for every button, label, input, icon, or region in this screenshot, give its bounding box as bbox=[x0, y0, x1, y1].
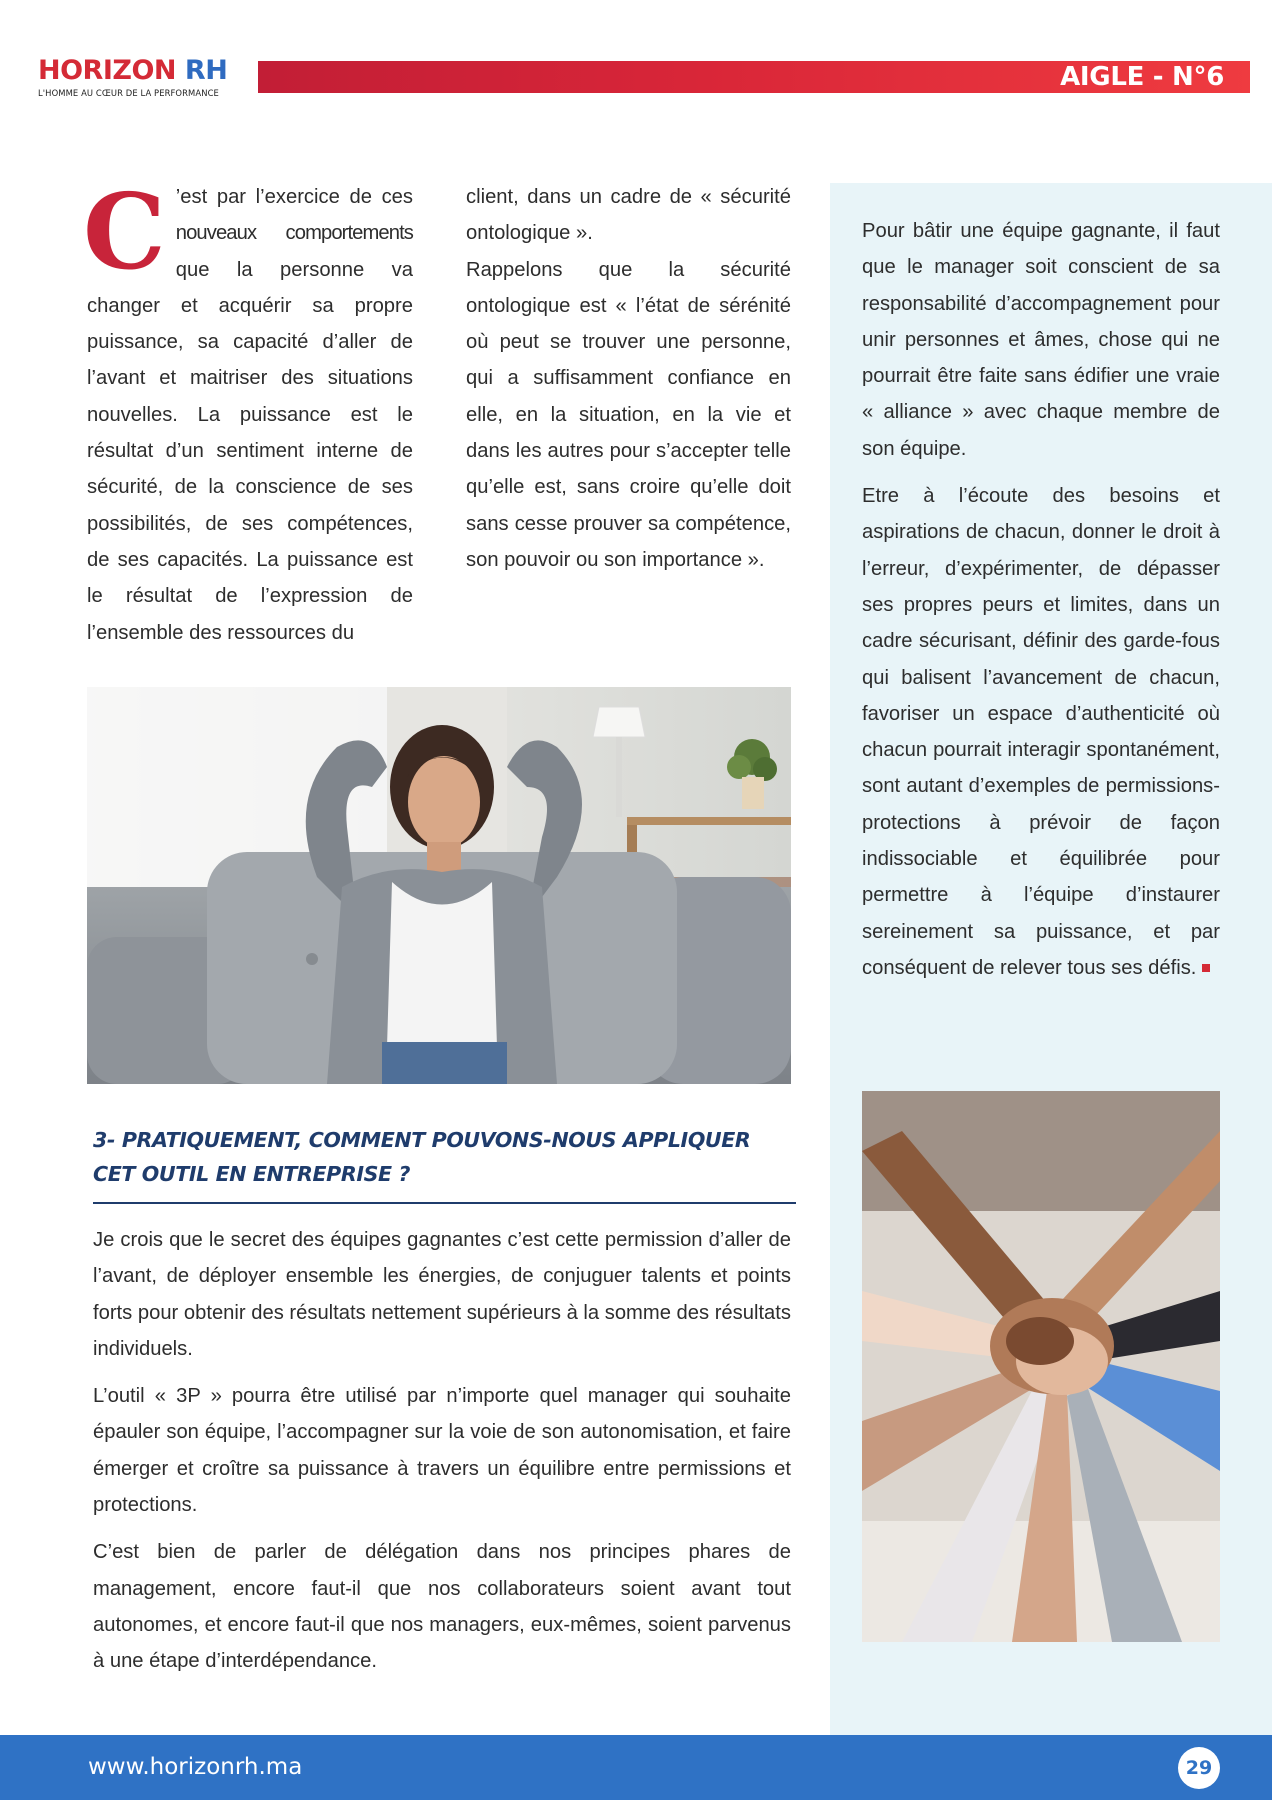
footer-bar bbox=[0, 1735, 1272, 1800]
side-paragraph-1: Pour bâtir une équipe gagnante, il faut que le manager soit conscient de sa responsabilité d’accompagnement pour unir personnes et âmes, chose qui ne pourrait être faite sans édifier une vraie « alliance » avec chaque membre de son équipe. bbox=[862, 220, 1220, 460]
col2-paragraph-2: Rappelons que la sécurité ontologique est « l’état de sérénité où peut se trouver une personne, qui a suffisamment confiance en elle, en la situation, en la vie et dans les autres pour s’accepter telle qu’elle est, sans croire qu’elle doit sans cesse prouver sa compétence, son pouvoir ou son importance ». bbox=[466, 258, 791, 571]
side-paragraph-2 bbox=[862, 478, 1220, 986]
photo-relaxing-woman-illustration bbox=[87, 687, 791, 1084]
issue-label: AIGLE - N°6 bbox=[1060, 62, 1224, 92]
page-number: 29 bbox=[1178, 1747, 1220, 1789]
drop-cap: C bbox=[83, 170, 166, 293]
photo-stacked-hands bbox=[862, 1091, 1220, 1642]
header-bar bbox=[258, 61, 1250, 93]
logo-wordmark bbox=[38, 56, 258, 86]
body-paragraph-2: L’outil « 3P » pourra être utilisé par n’importe quel manager qui souhaite épauler son équipe, l’accompagner sur la voie de son autonomisation, et faire émerger et croître sa puissance à travers un équilibre entre permissions et protections. bbox=[93, 1385, 791, 1517]
col1-lead-text: ’est par l’exercice de ces bbox=[175, 186, 413, 208]
photo-relaxing-woman bbox=[87, 687, 791, 1084]
body-paragraph-3: C’est bien de parler de délégation dans nos principes phares de management, encore faut-il que nos collaborateurs soient avant tout autonomes, et encore faut-il que nos managers, eux-mêmes, soient parvenus à une étape d’interdépendance. bbox=[93, 1541, 791, 1673]
col1-paragraph bbox=[83, 170, 413, 651]
brand-logo bbox=[38, 56, 258, 98]
logo-word-horizon: HORIZON bbox=[38, 55, 177, 86]
section-heading-rule bbox=[93, 1202, 796, 1204]
logo-word-rh: RH bbox=[184, 55, 228, 86]
end-of-article-mark bbox=[1202, 964, 1210, 972]
col2-paragraph-1: client, dans un cadre de « sécurité ontologique ». bbox=[466, 186, 791, 245]
col1-tight-text: nouveaux comportements bbox=[175, 222, 413, 245]
side-column bbox=[862, 213, 1220, 986]
body-paragraph-1: Je crois que le secret des équipes gagnantes c’est cette permission d’aller de l’avant, de déployer ensemble les énergies, de conjuguer talents et points forts pour obtenir des résultats nettement supérieurs à la somme des résultats individuels. bbox=[93, 1229, 791, 1360]
photo-stacked-hands-illustration bbox=[862, 1091, 1220, 1642]
article-column-2 bbox=[466, 179, 791, 578]
section-body bbox=[93, 1222, 791, 1680]
logo-tagline: L'HOMME AU CŒUR DE LA PERFORMANCE bbox=[38, 88, 219, 98]
section-heading: 3- PRATIQUEMENT, COMMENT POUVONS-NOUS APPLIQUER CET OUTIL EN ENTREPRISE ? bbox=[93, 1128, 751, 1186]
side-paragraph-2-text: Etre à l’écoute des besoins et aspirations de chacun, donner le droit à l’erreur, d’expérimenter, de dépasser ses propres peurs et limites, dans un cadre sécurisant, définir des garde-fous qui balisent l’avancement de chacun, favoriser un espace d’authenticité où chacun pourrait interagir spontanément, sont autant d’exemples de permissions-protections à prévoir de façon indissociable et équilibrée pour permettre à l’équipe d’instaurer sereinement sa puissance, et par conséquent de relever tous ses défis. bbox=[862, 485, 1220, 979]
website-link[interactable]: www.horizonrh.ma bbox=[88, 1754, 303, 1780]
article-column-1 bbox=[83, 170, 413, 651]
col1-body-text: que la personne va changer et acquérir sa propre puissance, sa capacité d’aller de l’avant et maitriser des situations nouvelles. La puissance est le résultat d’un sentiment interne de sécurité, de la conscience de ses possibilités, de ses compétences, de ses capacités. La puissance est le résultat de l’expression de l’ensemble des ressources du bbox=[87, 258, 413, 644]
